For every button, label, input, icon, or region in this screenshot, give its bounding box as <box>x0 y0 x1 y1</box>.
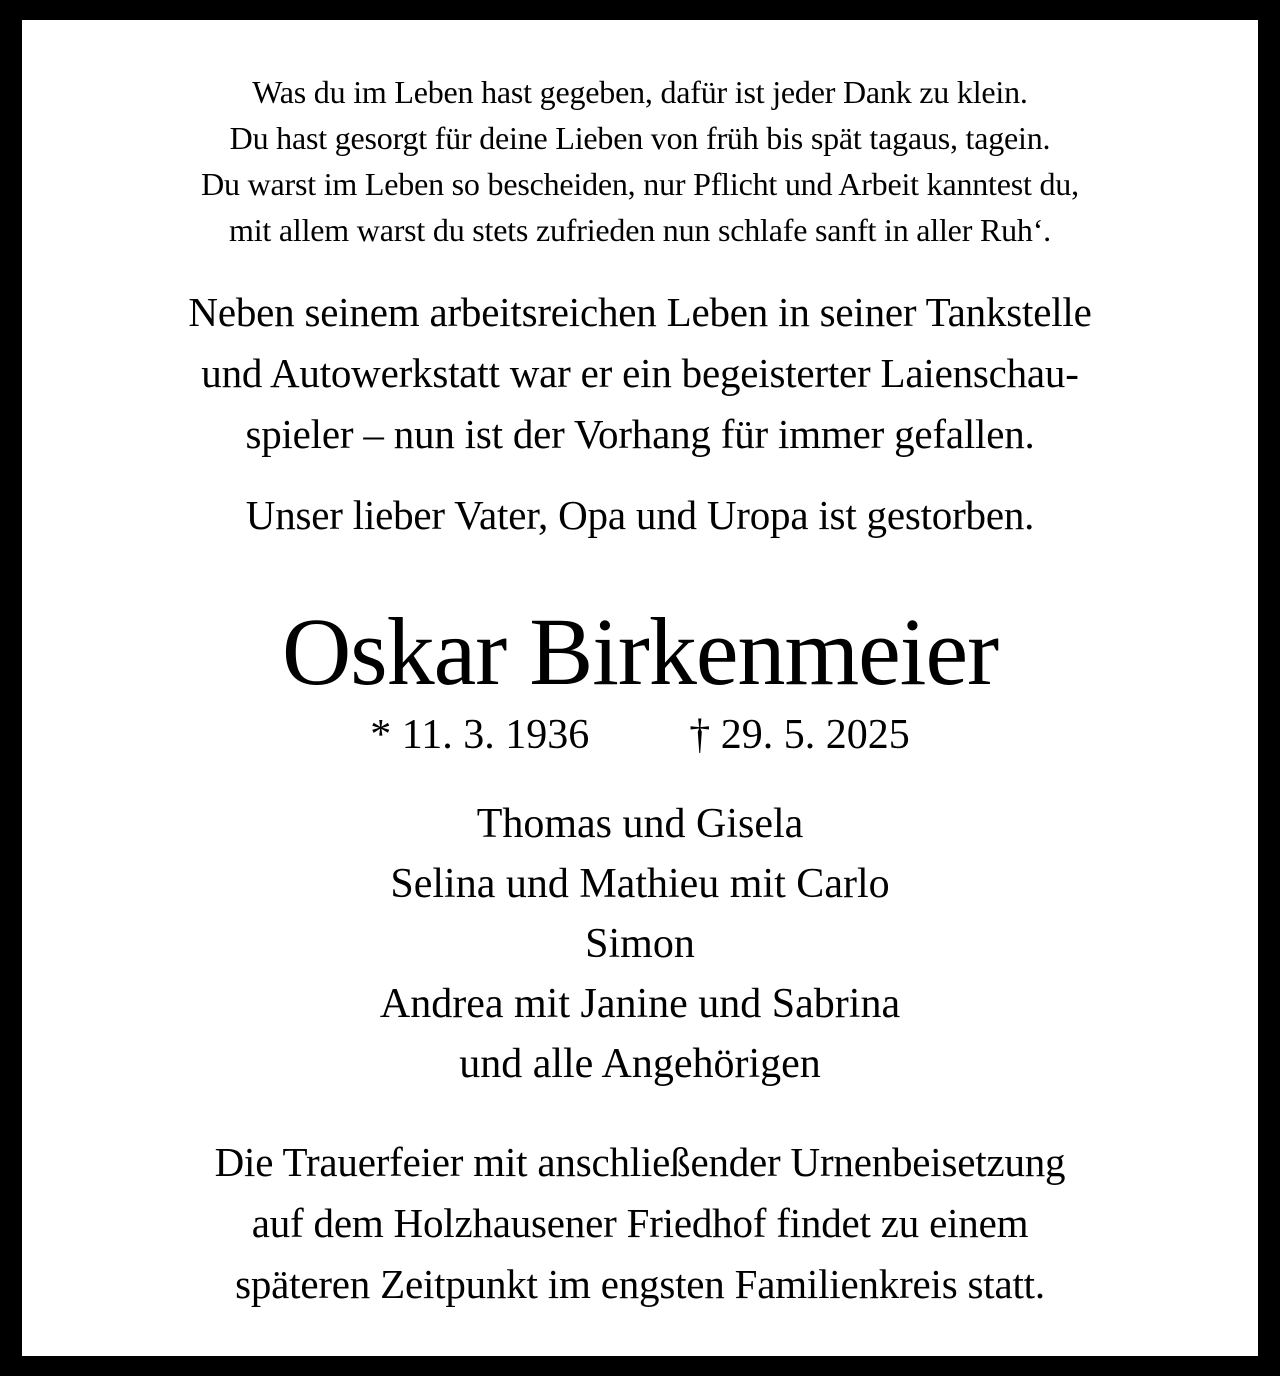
family-line-5: und alle Angehörigen <box>459 1041 821 1087</box>
poem-line-4: mit allem warst du stets zufrieden nun schlafe sanft in aller Ruh‘. <box>229 212 1051 248</box>
poem-line-2: Du hast gesorgt für deine Lieben von früh bis spät tagaus, tagein. <box>229 120 1051 156</box>
poem-line-3: Du warst im Leben so bescheiden, nur Pflicht und Arbeit kanntest du, <box>201 166 1079 202</box>
death-date: † 29. 5. 2025 <box>689 712 910 758</box>
life-dates <box>22 714 1258 756</box>
family-line-2: Selina und Mathieu mit Carlo <box>390 861 890 907</box>
funeral-line-2: auf dem Holzhausener Friedhof findet zu einem <box>251 1200 1029 1246</box>
deceased-name: Oskar Birkenmeier <box>281 598 999 705</box>
birth-date: * 11. 3. 1936 <box>370 712 590 758</box>
poem-line-1: Was du im Leben hast gegeben, dafür ist jeder Dank zu klein. <box>252 74 1028 110</box>
family-line-1: Thomas und Gisela <box>476 801 804 847</box>
funeral-line-1: Die Trauerfeier mit anschließender Urnenbeisetzung <box>214 1139 1066 1185</box>
intro-line-2: und Autowerkstatt war er ein begeisterter Laienschau- <box>201 350 1079 396</box>
family-line-3: Simon <box>585 921 695 967</box>
announcement: Unser lieber Vater, Opa und Uropa ist gestorben. <box>245 492 1035 538</box>
family-line-4: Andrea mit Janine und Sabrina <box>379 981 901 1027</box>
intro-line-1: Neben seinem arbeitsreichen Leben in seiner Tankstelle <box>188 289 1092 335</box>
funeral-line-3: späteren Zeitpunkt im engsten Familienkreis statt. <box>235 1261 1045 1307</box>
obituary-notice <box>22 20 1258 1356</box>
intro-line-3: spieler – nun ist der Vorhang für immer gefallen. <box>245 411 1035 457</box>
